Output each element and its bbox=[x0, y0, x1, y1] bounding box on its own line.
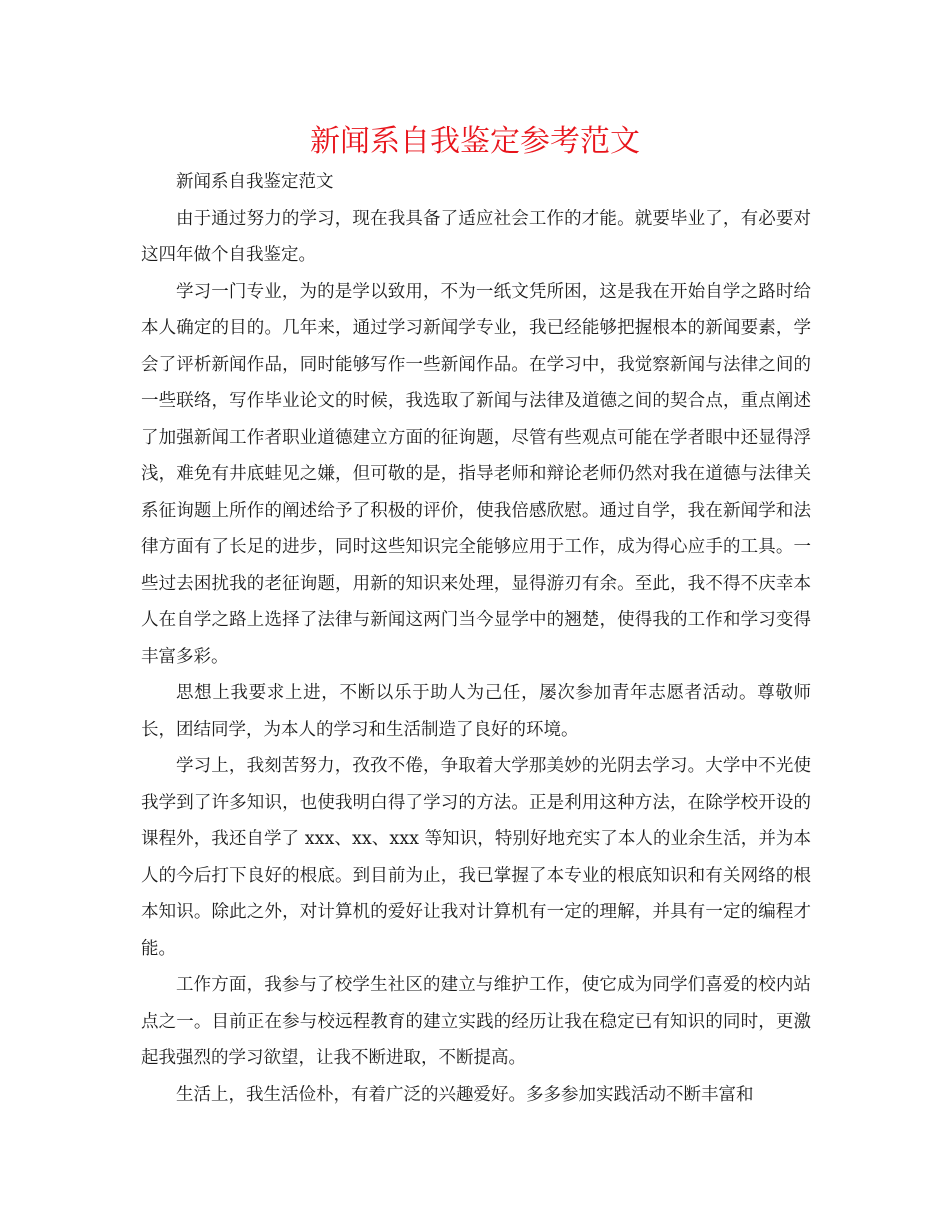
study-paragraph: 学习一门专业，为的是学以致用，不为一纸文凭所困，这是我在开始自学之路时给本人确定的目的。几年来，通过学习新闻学专业，我已经能够把握根本的新闻要素，学会了评析新闻作品，同时能够写作一些新闻作品。在学习中，我觉察新闻与法律之间的一些联络，写作毕业论文的时候，我选取了新闻与法律及道德之间的契合点，重点阐述了加强新闻工作者职业道德建立方面的征询题，尽管有些观点可能在学者眼中还显得浮浅，难免有井底蛙见之嫌，但可敬的是，指导老师和辩论老师仍然对我在道德与法律关系征询题上所作的阐述给予了积极的评价，使我倍感欣慰。通过自学，我在新闻学和法律方面有了长足的进步，同时这些知识完全能够应用于工作，成为得心应手的工具。一些过去困扰我的老征询题，用新的知识来处理，显得游刃有余。至此，我不得不庆幸本人在自学之路上选择了法律与新闻这两门当今显学中的翘楚，使得我的工作和学习变得丰富多彩。 bbox=[141, 281, 811, 667]
subtitle-paragraph: 新闻系自我鉴定范文 bbox=[176, 172, 334, 192]
document-title: 新闻系自我鉴定参考范文 bbox=[310, 124, 640, 159]
intro-paragraph: 由于通过努力的学习，现在我具备了适应社会工作的才能。就要毕业了，有必要对这四年做个自我鉴定。 bbox=[141, 208, 811, 265]
learning-paragraph: 学习上，我刻苦努力，孜孜不倦，争取着大学那美妙的光阴去学习。大学中不光使我学到了许多知识，也使我明白得了学习的方法。正是利用这种方法，在除学校开设的课程外，我还自学了 xxx、xx、xxx 等知识，特别好地充实了本人的业余生活，并为本人的今后打下良好的根底。到目前为止，我已掌握了本专业的根底知识和有关网络的根本知识。除此之外，对计算机的爱好让我对计算机有一定的理解，并具有一定的编程才能。 bbox=[141, 756, 811, 959]
work-paragraph: 工作方面，我参与了校学生社区的建立与维护工作，使它成为同学们喜爱的校内站点之一。目前正在参与校远程教育的建立实践的经历让我在稳定已有知识的同时，更激起我强烈的学习欲望，让我不断进取，不断提高。 bbox=[141, 975, 811, 1068]
ideology-paragraph: 思想上我要求上进，不断以乐于助人为己任，屡次参加青年志愿者活动。尊敬师长，团结同学，为本人的学习和生活制造了良好的环境。 bbox=[141, 683, 811, 740]
document-body bbox=[141, 164, 811, 1113]
life-paragraph: 生活上，我生活俭朴，有着广泛的兴趣爱好。多多参加实践活动不断丰富和 bbox=[176, 1084, 754, 1105]
